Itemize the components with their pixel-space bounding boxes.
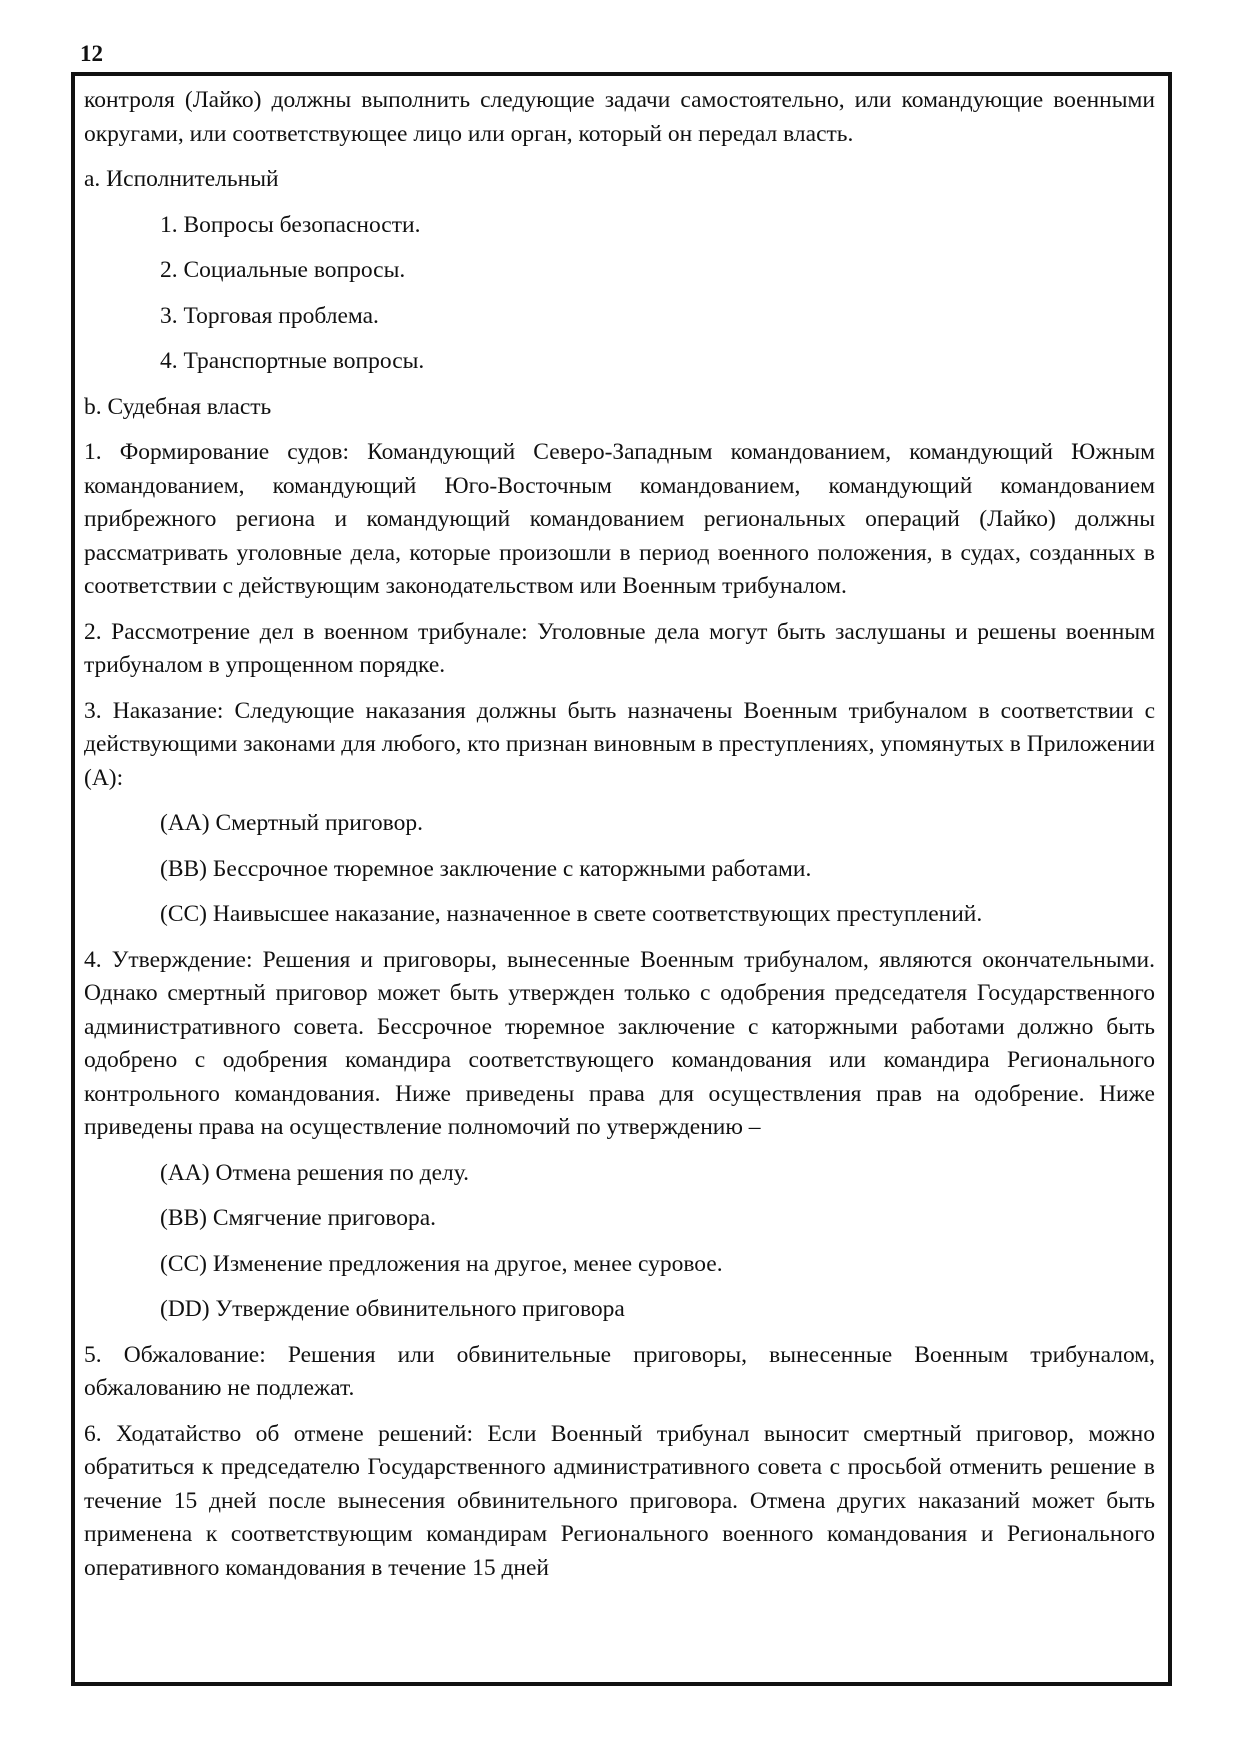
petition-paragraph: 6. Ходатайство об отмене решений: Если Военный трибунал выносит смертный приговор, можно обратиться к председателю Государственного административного совета с просьбой отменить решение в течение 15 дней после вынесения обвинительного приговора. Отмена других наказаний может быть применена к соответствующим командирам Регионального военного командования и Регионального оперативного командования в течение 15 дней [84, 1420, 1155, 1581]
section-a-item: 1. Вопросы безопасности. [160, 211, 421, 238]
section-a-item: 3. Торговая проблема. [160, 302, 379, 329]
approval-item: (AA) Отмена решения по делу. [160, 1159, 470, 1186]
approval-item: (DD) Утверждение обвинительного приговора [160, 1296, 625, 1322]
court-formation-paragraph: 1. Формирование судов: Командующий Северо-Западным командованием, командующий Южным командованием, командующий Юго-Восточным командованием, командующий командованием прибрежного региона и командующий командованием региональных операций (Лайко) должны рассматривать уголовные дела, которые произошли в период военного положения, в судах, созданных в соответствии с действующим законодательством или Военным трибуналом. [84, 439, 1155, 599]
section-a-item: 2. Социальные вопросы. [160, 257, 406, 283]
section-a-heading: a. Исполнительный [84, 166, 279, 192]
punishment-item: (BB) Бессрочное тюремное заключение с каторжными работами. [160, 855, 812, 882]
punishment-paragraph: 3. Наказание: Следующие наказания должны быть назначены Военным трибуналом в соответствии с действующими законами для любого, кто признан виновным в преступлениях, упомянутых в Приложении (A): [84, 697, 1155, 791]
tribunal-hearing-paragraph: 2. Рассмотрение дел в военном трибунале: Уголовные дела могут быть заслушаны и решены военным трибуналом в упрощенном порядке. [84, 618, 1155, 678]
section-a-item: 4. Транспортные вопросы. [160, 348, 425, 374]
section-b-heading: b. Судебная власть [84, 393, 272, 420]
page-number: 12 [80, 41, 103, 66]
punishment-item: (AA) Смертный приговор. [160, 810, 423, 836]
document-frame [71, 72, 1172, 1686]
approval-paragraph: 4. Утверждение: Решения и приговоры, вынесенные Военным трибуналом, являются окончательными. Однако смертный приговор может быть утвержден только с одобрения председателя Государственного административного совета. Бессрочное тюремное заключение с каторжными работами должно быть одобрено с одобрения командира соответствующего командования или командира Регионального контрольного командования. Ниже приведены права для осуществления прав на одобрение. Ниже приведены права на осуществление полномочий по утверждению – [84, 946, 1155, 1140]
appeal-paragraph: 5. Обжалование: Решения или обвинительные приговоры, вынесенные Военным трибуналом, обжалованию не подлежат. [84, 1341, 1155, 1401]
punishment-item: (CC) Наивысшее наказание, назначенное в свете соответствующих преступлений. [160, 901, 983, 927]
intro-paragraph: контроля (Лайко) должны выполнить следующие задачи самостоятельно, или командующие военными округами, или соответствующее лицо или орган, который он передал власть. [84, 87, 1155, 147]
approval-item: (CC) Изменение предложения на другое, менее суровое. [160, 1250, 723, 1277]
approval-item: (BB) Смягчение приговора. [160, 1205, 437, 1231]
